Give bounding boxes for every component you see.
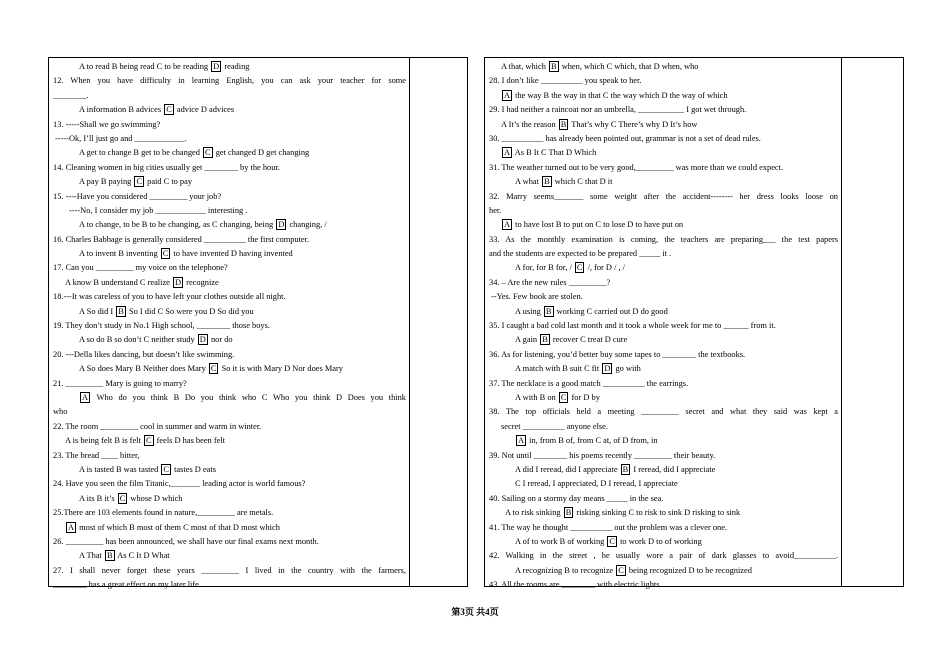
- line-text-after: being recognized D to be recognized: [626, 565, 752, 575]
- line-text: 16. Charles Babbage is generally considered __________ the first computer.: [53, 234, 310, 244]
- line-text-after: for D by: [569, 392, 600, 402]
- line-text: A pay B paying: [79, 177, 134, 187]
- line-text: ----No, I consider my job ____________ interesting .: [69, 205, 248, 215]
- line-text: -----Ok, I’ll just go and ____________.: [55, 133, 187, 143]
- line-text: 20. ---Della likes dancing, but doesn’t like swimming.: [53, 349, 235, 359]
- line-text: 38. The top officials held a meeting _________ secret and what they said was kept a: [489, 407, 838, 417]
- question-line: [53, 204, 406, 218]
- question-line: [489, 247, 838, 261]
- line-text: 22. The room _________ cool in summer and warm in winter.: [53, 421, 262, 431]
- right-question-text: [489, 60, 838, 592]
- line-text: 36. As for listening, you’d better buy some tapes to ________ the textbooks.: [489, 349, 746, 359]
- line-text: A using: [515, 306, 543, 316]
- line-text: A its B it’s: [79, 493, 117, 503]
- left-question-text: [53, 60, 406, 592]
- answer-box: B: [560, 119, 567, 129]
- line-text: A information B advices: [79, 105, 164, 115]
- line-text: 41. The way he thought __________ out the problem was a clever one.: [489, 522, 728, 532]
- line-text: 35. I caught a bad cold last month and it took a whole week for me to ______ from it.: [489, 321, 776, 331]
- question-line: [489, 391, 838, 405]
- line-text: A to change, to be B to be changing, as C changing, being: [79, 220, 276, 230]
- line-text-after: feels D has been felt: [154, 436, 225, 446]
- question-line: [489, 204, 838, 218]
- answer-box: B: [118, 306, 124, 316]
- question-line: [489, 463, 838, 477]
- question-line: [53, 535, 406, 549]
- question-line: [53, 564, 406, 578]
- question-line: [53, 190, 406, 204]
- line-text-after: recover C treat D cure: [550, 335, 628, 345]
- line-text-after: As C It D What: [115, 551, 170, 561]
- page-number-footer: 第3页 共4页: [451, 607, 499, 617]
- left-question-panel: [48, 57, 468, 590]
- answer-box: D: [175, 277, 182, 287]
- answer-box: D: [278, 220, 285, 230]
- answer-box: C: [618, 565, 624, 575]
- question-line: [53, 305, 406, 319]
- question-line: [489, 377, 838, 391]
- question-line: [53, 233, 406, 247]
- answer-box: C: [162, 249, 169, 259]
- line-text-after: which C that D it: [552, 177, 613, 187]
- question-line: [489, 60, 838, 74]
- question-line: [489, 103, 838, 117]
- answer-box: A: [504, 220, 511, 230]
- line-text: 24. Have you seen the film Titanic,_______ leading actor is world famous?: [53, 479, 306, 489]
- question-line: [489, 492, 838, 506]
- question-line: [53, 506, 406, 520]
- line-text-after: to have invented D having invented: [171, 249, 293, 259]
- question-line: [53, 434, 406, 448]
- line-text: secret __________ anyone else.: [501, 421, 608, 431]
- question-line: [53, 103, 406, 117]
- line-text-after: whose D which: [128, 493, 183, 503]
- answer-box: A: [518, 436, 525, 446]
- line-text: 39. Not until ________ his poems recently _________ their beauty.: [489, 450, 716, 460]
- question-line: [53, 521, 406, 535]
- answer-box: C: [210, 364, 217, 374]
- line-text-after: risking sinking C to risk to sink D risking to sink: [574, 508, 741, 518]
- line-text: A that, which: [501, 62, 548, 71]
- line-text: 12. When you have difficulty in learning English, you can ask your teacher for some: [53, 76, 406, 86]
- question-line: [53, 420, 406, 434]
- line-text-after: paid C to pay: [145, 177, 193, 187]
- line-text-after: in, from B of, from C at, of D from, in: [527, 436, 658, 446]
- line-text: 25.There are 103 elements found in nature,_________ are metals.: [53, 508, 274, 518]
- question-line: [53, 60, 406, 74]
- line-text: A recognizing B to recognize: [515, 565, 616, 575]
- line-text: A of to work B of working: [515, 536, 607, 546]
- question-line: [53, 405, 406, 419]
- line-text: 29. I had neither a raincoat nor an umbrella, ___________ I got wet through.: [489, 105, 747, 115]
- line-text: 26. _________ has been announced, we shall have our final exams next month.: [53, 536, 319, 546]
- line-text: 37. The necklace is a good match __________ the earrings.: [489, 378, 689, 388]
- line-text: C I reread, I appreciated, D I reread, I appreciate: [515, 479, 678, 489]
- line-text: 21. _________ Mary is going to marry?: [53, 378, 187, 388]
- line-text: A match with B suit C fit: [515, 364, 602, 374]
- line-text: 43. All the rooms are ________ with electric lights.: [489, 580, 662, 590]
- line-text-after: the way B the way in that C the way which D the way of which: [513, 90, 728, 100]
- line-text: 32. Marry seems_______ some weight after the accident-------- her dress looks loose on: [489, 191, 838, 201]
- line-text: A to invent B inventing: [79, 249, 160, 259]
- line-text: 23. The bread ____ bitter,: [53, 450, 140, 460]
- question-line: [53, 333, 406, 347]
- question-line: [489, 146, 838, 160]
- question-line: [53, 261, 406, 275]
- question-line: [53, 549, 406, 563]
- question-line: [53, 362, 406, 376]
- question-line: [53, 276, 406, 290]
- question-line: [489, 420, 838, 434]
- answer-box: D: [199, 335, 206, 345]
- line-text-after: I reread, did I appreciate: [631, 464, 716, 474]
- question-line: [489, 233, 838, 247]
- line-text: A So does Mary B Neither does Mary: [79, 364, 208, 374]
- question-line: [53, 247, 406, 261]
- line-text: her.: [489, 205, 502, 215]
- line-text-after: to have lost B to put on C to lose D to have put on: [513, 220, 684, 230]
- question-line: [489, 578, 838, 592]
- right-question-panel: [484, 57, 904, 590]
- question-line: [53, 377, 406, 391]
- question-line: [489, 333, 838, 347]
- question-line: [489, 74, 838, 88]
- answer-box: A: [68, 522, 75, 532]
- question-line: [489, 477, 838, 491]
- line-text-after: tastes D eats: [172, 464, 216, 474]
- question-line: [489, 89, 838, 103]
- line-text: A is being felt B is felt: [65, 436, 143, 446]
- question-line: [489, 506, 838, 520]
- question-line: [53, 218, 406, 232]
- question-line: [489, 319, 838, 333]
- question-line: [489, 305, 838, 319]
- line-text-after: reading: [222, 62, 250, 71]
- question-line: [53, 578, 406, 592]
- line-text-after: /, for D / , /: [585, 263, 626, 273]
- answer-box: C: [136, 177, 143, 187]
- line-text-after: get changed D get changing: [213, 148, 310, 158]
- answer-box: B: [545, 306, 552, 316]
- question-line: [489, 564, 838, 578]
- line-text: 33. As the monthly examination is coming, the teachers are preparing___ the test papers: [489, 234, 838, 244]
- line-text-after: changing, /: [287, 220, 327, 230]
- line-text-after: working C carried out D do good: [554, 306, 668, 316]
- question-line: [489, 276, 838, 290]
- answer-box: A: [82, 392, 89, 402]
- line-text: A with B on: [515, 392, 558, 402]
- answer-box: A: [504, 148, 511, 158]
- question-line: [489, 161, 838, 175]
- line-text: 17. Can you _________ my voice on the telephone?: [53, 263, 228, 273]
- answer-box: C: [560, 392, 567, 402]
- line-text: 34. – Are the new rules _________?: [489, 277, 611, 287]
- answer-box: C: [609, 536, 616, 546]
- line-text-after: to work D to of working: [618, 536, 702, 546]
- line-text: 42. Walking in the street , he usually wore a pair of dark glasses to avoid__________.: [489, 551, 838, 561]
- line-text-after: go with: [613, 364, 641, 374]
- answer-box: C: [166, 105, 172, 115]
- line-text: 30. __________ has already been pointed out, grammar is not a set of dead rules.: [489, 133, 761, 143]
- question-line: [53, 118, 406, 132]
- answer-box: B: [565, 508, 572, 518]
- question-line: [489, 290, 838, 304]
- question-line: [53, 463, 406, 477]
- question-line: [53, 161, 406, 175]
- line-text: 27. I shall never forget these years _________ I lived in the country with the farmers,: [53, 565, 406, 575]
- line-text: 18.---It was careless of you to have left your clothes outside all night.: [53, 292, 286, 302]
- question-line: [489, 218, 838, 232]
- question-line: [53, 146, 406, 160]
- answer-box: D: [213, 62, 220, 71]
- answer-box: C: [205, 148, 211, 158]
- question-line: [489, 118, 838, 132]
- line-text-after: nor do: [208, 335, 233, 345]
- line-text-after: That’s why C There’s why D It’s how: [569, 119, 698, 129]
- line-text: A so do B so don’t C neither study: [79, 335, 197, 345]
- question-line: [489, 348, 838, 362]
- answer-box: B: [544, 177, 550, 187]
- answer-box: D: [604, 364, 611, 374]
- line-text: A for, for B for, /: [515, 263, 574, 273]
- question-line: [489, 132, 838, 146]
- line-text-after: Who do you think B Do you think who C Who you think D Does you think: [91, 392, 406, 402]
- line-text-after: So I did C So were you D So did you: [126, 306, 254, 316]
- line-text: A what: [515, 177, 542, 187]
- line-text-after: advice D advices: [174, 105, 235, 115]
- line-text: A is tasted B was tasted: [79, 464, 161, 474]
- question-line: [53, 492, 406, 506]
- question-line: [489, 449, 838, 463]
- line-text: A did I reread, did I appreciate: [515, 464, 620, 474]
- answer-box: B: [106, 551, 113, 561]
- line-text: who: [53, 407, 68, 417]
- line-text: A know B understand C realize: [65, 277, 172, 287]
- line-text-after: As B It C That D Which: [513, 148, 597, 158]
- answer-box: C: [119, 493, 126, 503]
- question-line: [53, 477, 406, 491]
- line-text-after: recognize: [184, 277, 219, 287]
- line-text: --Yes. Few book are stolen.: [491, 292, 583, 302]
- line-text: A It’s the reason: [501, 119, 558, 129]
- line-text: A gain: [515, 335, 540, 345]
- left-score-column-divider: [409, 58, 410, 586]
- question-line: [489, 405, 838, 419]
- question-line: [489, 362, 838, 376]
- question-line: [489, 175, 838, 189]
- line-text: 19. They don’t study in No.1 High school, ________ those boys.: [53, 321, 270, 331]
- question-line: [489, 535, 838, 549]
- line-text: ________.: [53, 90, 89, 100]
- answer-box: A: [504, 90, 511, 100]
- question-line: [53, 89, 406, 103]
- line-text: and the students are expected to be prepared _____ it .: [489, 249, 672, 259]
- answer-box: C: [576, 263, 583, 273]
- line-text: A So did I: [79, 306, 116, 316]
- line-text-after: when, which C which, that D when, who: [559, 62, 699, 71]
- question-line: [53, 132, 406, 146]
- question-line: [53, 391, 406, 405]
- question-line: [53, 74, 406, 88]
- line-text: 14. Cleaning women in big cities usually get ________ by the hour.: [53, 162, 280, 172]
- line-text: A That: [79, 551, 104, 561]
- line-text-after: So it is with Mary D Nor does Mary: [219, 364, 343, 374]
- answer-box: B: [551, 62, 557, 71]
- line-text: A get to change B get to be changed: [79, 148, 203, 158]
- right-score-column-divider: [841, 58, 842, 586]
- line-text: 40. Sailing on a stormy day means _____ in the sea.: [489, 493, 664, 503]
- question-line: [53, 290, 406, 304]
- question-line: [489, 190, 838, 204]
- question-line: [53, 449, 406, 463]
- line-text: 28. I don’t like __________ you speak to her.: [489, 76, 642, 86]
- question-line: [53, 175, 406, 189]
- question-line: [489, 434, 838, 448]
- line-text-after: most of which B most of them C most of that D most which: [77, 522, 280, 532]
- question-line: [489, 261, 838, 275]
- line-text: 15. ----Have you considered _________ your job?: [53, 191, 222, 201]
- line-text: A to read B being read C to be reading: [79, 62, 211, 71]
- question-line: [53, 319, 406, 333]
- answer-box: B: [622, 464, 629, 474]
- line-text: 31. The weather turned out to be very good,_________ was more than we could expect.: [489, 162, 784, 172]
- line-text: A to risk sinking: [505, 508, 563, 518]
- line-text: 13. -----Shall we go swimming?: [53, 119, 161, 129]
- answer-box: B: [542, 335, 548, 345]
- line-text: ________ has a great effect on my later life.: [53, 580, 201, 590]
- answer-box: C: [145, 436, 152, 446]
- question-line: [489, 549, 838, 563]
- question-line: [489, 521, 838, 535]
- answer-box: C: [163, 464, 170, 474]
- question-line: [53, 348, 406, 362]
